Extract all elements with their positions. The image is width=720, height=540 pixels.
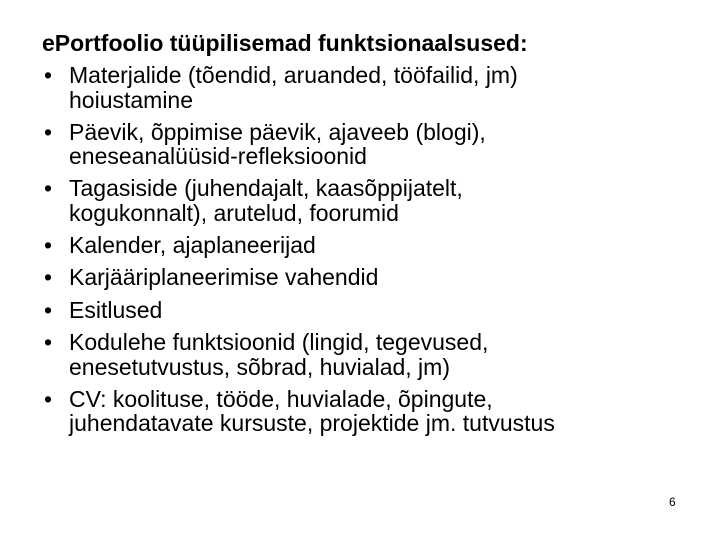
bullet-item-text: Kodulehe funktsioonid (lingid, tegevused, [69,329,489,355]
bullet-item [42,116,702,173]
bullet-dot-icon: • [44,264,53,290]
bullet-item [42,326,702,383]
bullet-item [42,59,702,116]
bullet-item [42,383,702,440]
bullet-item-text: kogukonnalt), arutelud, foorumid [69,199,399,226]
bullet-item [42,294,702,327]
bullet-dot-icon: • [44,62,53,88]
bullet-list [42,59,702,439]
slide-heading: ePortfoolio tüüpilisemad funktsionaalsused: [42,30,528,56]
bullet-item-text: Karjääriplaneerimise vahendid [69,264,379,290]
bullet-dot-icon: • [44,175,53,201]
page-number: 6 [669,495,676,509]
bullet-dot-icon: • [44,329,53,355]
bullet-dot-icon: • [44,296,53,323]
bullet-item-text: Päevik, õppimise päevik, ajaveeb (blogi), [69,118,486,145]
bullet-item-text: Esitlused [69,296,163,323]
bullet-dot-icon: • [44,118,53,145]
bullet-item-text: eneseanalüüsid-refleksioonid [69,143,367,169]
bullet-item [42,229,702,262]
bullet-item-text: juhendatavate kursuste, projektide jm. tutvustus [69,410,555,436]
bullet-dot-icon: • [44,231,53,258]
bullet-item-text: enesetutvustus, sõbrad, huvialad, jm) [69,353,450,380]
bullet-item-text: CV: koolituse, tööde, huvialade, õpingute, [69,385,493,412]
bullet-item [42,261,702,294]
bullet-item [42,172,702,229]
bullet-item-text: Kalender, ajaplaneerijad [69,231,316,258]
slide-content [42,27,702,439]
bullet-item-text: Materjalide (tõendid, aruanded, tööfailid, jm) [69,62,518,88]
bullet-item-text: hoiustamine [69,86,194,113]
bullet-dot-icon: • [44,385,53,412]
bullet-item-text: Tagasiside (juhendajalt, kaasõppijatelt, [69,175,463,201]
